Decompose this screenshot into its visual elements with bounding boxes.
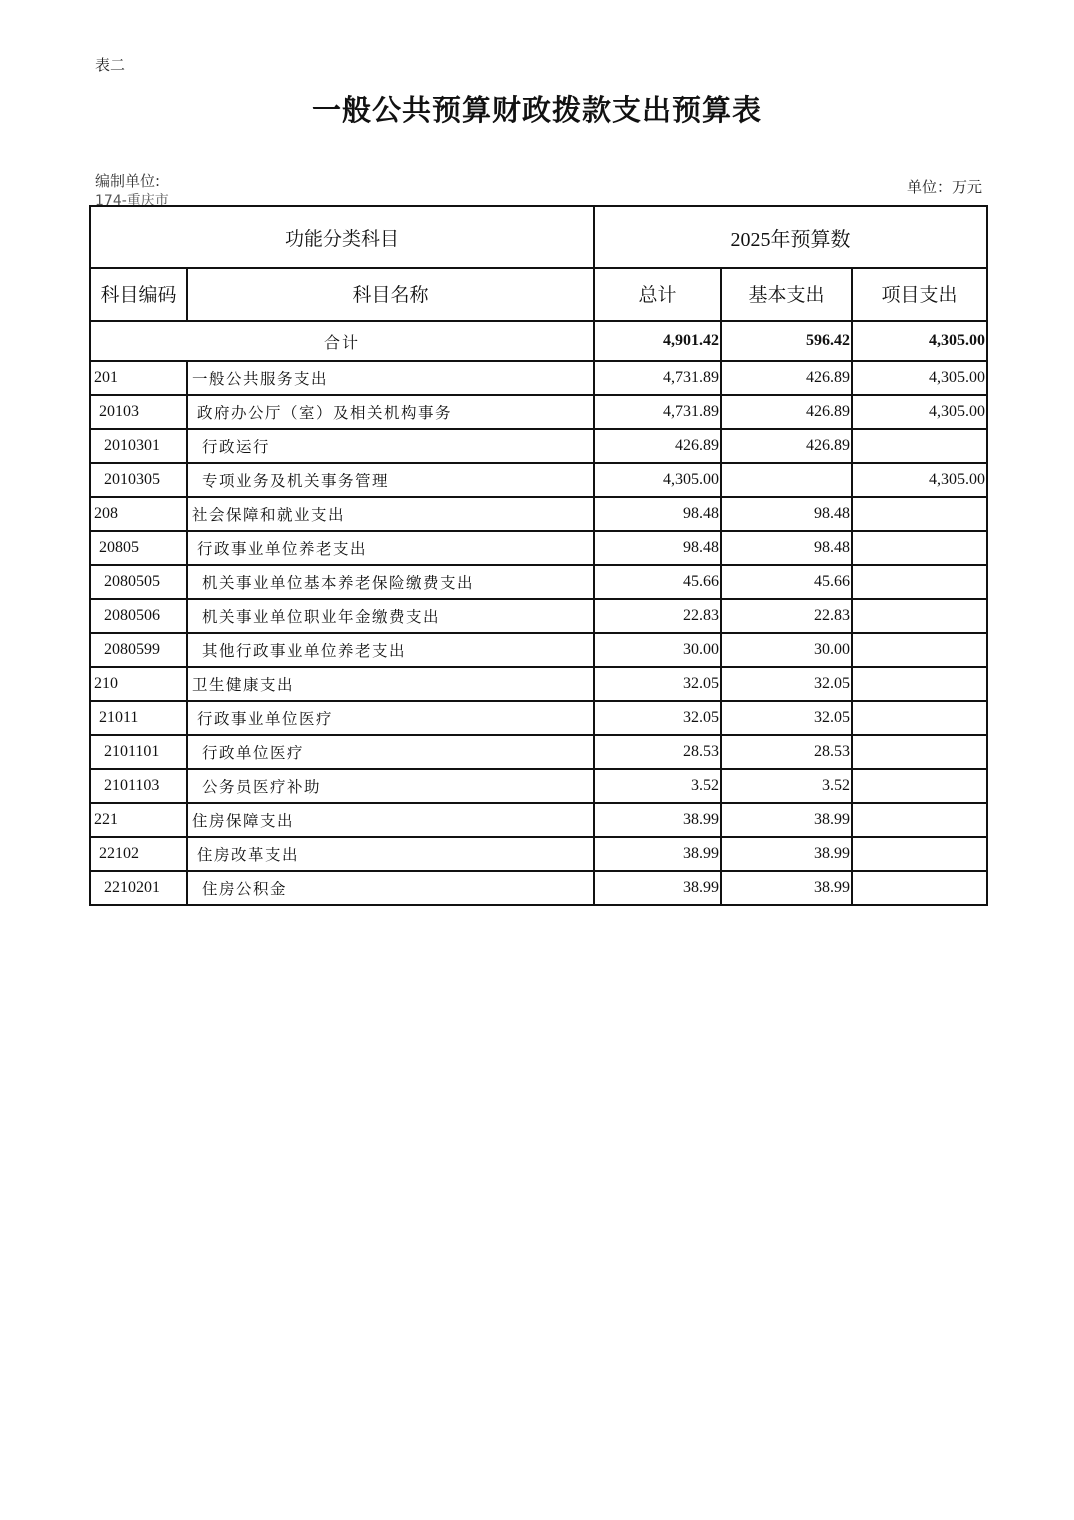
table-row xyxy=(90,429,987,463)
row-basic xyxy=(721,463,852,497)
row-name: 社会保障和就业支出 xyxy=(187,497,594,531)
total-basic: 596.42 xyxy=(721,321,852,361)
compiling-unit-label: 编制单位: xyxy=(95,172,161,190)
row-basic: 98.48 xyxy=(721,497,852,531)
row-basic: 28.53 xyxy=(721,735,852,769)
row-project xyxy=(852,735,987,769)
header-row-1 xyxy=(90,206,987,268)
row-total: 30.00 xyxy=(594,633,721,667)
row-basic: 426.89 xyxy=(721,361,852,395)
row-code: 2210201 xyxy=(90,871,187,905)
row-total: 4,731.89 xyxy=(594,361,721,395)
total-project: 4,305.00 xyxy=(852,321,987,361)
row-basic: 426.89 xyxy=(721,395,852,429)
row-basic: 426.89 xyxy=(721,429,852,463)
table-row xyxy=(90,531,987,565)
table-row xyxy=(90,871,987,905)
row-name: 机关事业单位基本养老保险缴费支出 xyxy=(187,565,594,599)
table-row xyxy=(90,361,987,395)
header-row-2 xyxy=(90,268,987,321)
row-name: 行政事业单位养老支出 xyxy=(187,531,594,565)
row-name: 机关事业单位职业年金缴费支出 xyxy=(187,599,594,633)
row-name: 住房保障支出 xyxy=(187,803,594,837)
row-project xyxy=(852,497,987,531)
row-basic: 30.00 xyxy=(721,633,852,667)
row-total: 22.83 xyxy=(594,599,721,633)
row-code: 22102 xyxy=(90,837,187,871)
budget-table xyxy=(89,205,988,906)
row-total: 38.99 xyxy=(594,871,721,905)
row-name: 卫生健康支出 xyxy=(187,667,594,701)
row-project: 4,305.00 xyxy=(852,361,987,395)
row-project xyxy=(852,769,987,803)
row-code: 210 xyxy=(90,667,187,701)
row-total: 32.05 xyxy=(594,701,721,735)
row-total: 426.89 xyxy=(594,429,721,463)
row-name: 专项业务及机关事务管理 xyxy=(187,463,594,497)
row-basic: 98.48 xyxy=(721,531,852,565)
row-code: 2101103 xyxy=(90,769,187,803)
row-basic: 38.99 xyxy=(721,803,852,837)
row-total: 45.66 xyxy=(594,565,721,599)
row-project xyxy=(852,633,987,667)
row-project xyxy=(852,803,987,837)
row-code: 2080505 xyxy=(90,565,187,599)
row-project xyxy=(852,599,987,633)
row-code: 208 xyxy=(90,497,187,531)
table-row xyxy=(90,837,987,871)
row-project xyxy=(852,429,987,463)
row-code: 201 xyxy=(90,361,187,395)
row-project xyxy=(852,531,987,565)
row-code: 20805 xyxy=(90,531,187,565)
header-total: 总计 xyxy=(594,268,721,321)
row-project xyxy=(852,565,987,599)
header-project: 项目支出 xyxy=(852,268,987,321)
row-code: 2080506 xyxy=(90,599,187,633)
table-row xyxy=(90,497,987,531)
row-total: 38.99 xyxy=(594,803,721,837)
table-row xyxy=(90,463,987,497)
row-name: 公务员医疗补助 xyxy=(187,769,594,803)
row-basic: 45.66 xyxy=(721,565,852,599)
row-total: 28.53 xyxy=(594,735,721,769)
currency-unit-label: 单位：万元 xyxy=(906,178,982,196)
row-total: 3.52 xyxy=(594,769,721,803)
row-code: 2101101 xyxy=(90,735,187,769)
header-name: 科目名称 xyxy=(187,268,594,321)
total-label: 合计 xyxy=(90,321,594,361)
row-code: 20103 xyxy=(90,395,187,429)
row-code: 221 xyxy=(90,803,187,837)
row-code: 2080599 xyxy=(90,633,187,667)
header-function-category: 功能分类科目 xyxy=(90,206,594,268)
table-row xyxy=(90,769,987,803)
table-row xyxy=(90,735,987,769)
row-project xyxy=(852,837,987,871)
row-total: 98.48 xyxy=(594,531,721,565)
row-basic: 32.05 xyxy=(721,701,852,735)
row-name: 一般公共服务支出 xyxy=(187,361,594,395)
table-number-label: 表二 xyxy=(95,56,126,74)
row-project xyxy=(852,871,987,905)
row-code: 2010305 xyxy=(90,463,187,497)
table-row xyxy=(90,701,987,735)
row-name: 其他行政事业单位养老支出 xyxy=(187,633,594,667)
header-budget-year: 2025年预算数 xyxy=(594,206,987,268)
row-name: 行政单位医疗 xyxy=(187,735,594,769)
row-total: 4,305.00 xyxy=(594,463,721,497)
row-basic: 22.83 xyxy=(721,599,852,633)
row-total: 32.05 xyxy=(594,667,721,701)
row-name: 行政运行 xyxy=(187,429,594,463)
page-title: 一般公共预算财政拨款支出预算表 xyxy=(311,93,762,127)
table-row xyxy=(90,667,987,701)
row-basic: 38.99 xyxy=(721,871,852,905)
row-total: 4,731.89 xyxy=(594,395,721,429)
total-total: 4,901.42 xyxy=(594,321,721,361)
table-row xyxy=(90,599,987,633)
table-row xyxy=(90,803,987,837)
header-basic: 基本支出 xyxy=(721,268,852,321)
row-code: 21011 xyxy=(90,701,187,735)
compiling-unit-name: 174-重庆市 xyxy=(95,193,169,209)
row-basic: 3.52 xyxy=(721,769,852,803)
table-row xyxy=(90,565,987,599)
row-total: 98.48 xyxy=(594,497,721,531)
row-name: 住房公积金 xyxy=(187,871,594,905)
row-project xyxy=(852,667,987,701)
row-basic: 32.05 xyxy=(721,667,852,701)
row-code: 2010301 xyxy=(90,429,187,463)
row-name: 住房改革支出 xyxy=(187,837,594,871)
row-basic: 38.99 xyxy=(721,837,852,871)
total-row xyxy=(90,321,987,361)
header-code: 科目编码 xyxy=(90,268,187,321)
row-name: 政府办公厅（室）及相关机构事务 xyxy=(187,395,594,429)
row-project: 4,305.00 xyxy=(852,463,987,497)
row-project: 4,305.00 xyxy=(852,395,987,429)
row-project xyxy=(852,701,987,735)
row-name: 行政事业单位医疗 xyxy=(187,701,594,735)
table-row xyxy=(90,633,987,667)
table-row xyxy=(90,395,987,429)
row-total: 38.99 xyxy=(594,837,721,871)
